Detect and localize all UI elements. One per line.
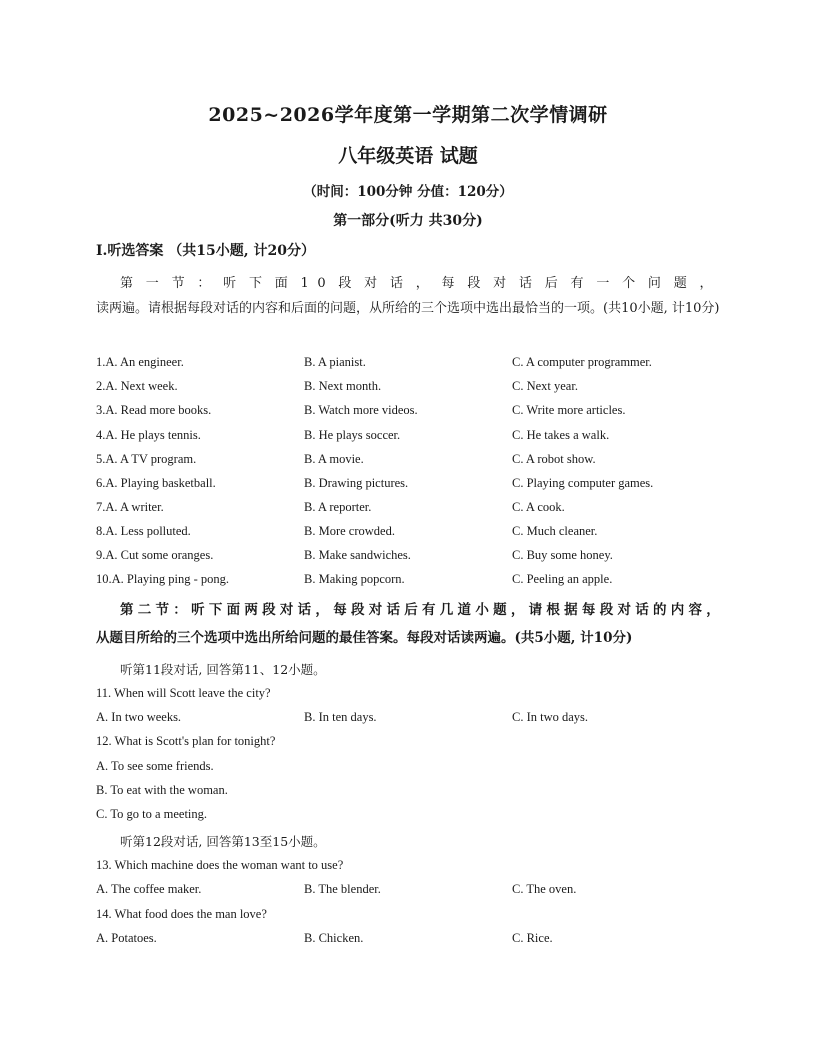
exam-title: 2025~2026学年度第一学期第二次学情调研	[208, 104, 608, 126]
option-a: 9.A. Cut some oranges.	[96, 548, 214, 562]
option-c: C. A cook.	[512, 500, 565, 514]
option-c: C. Rice.	[512, 931, 553, 945]
question-row	[96, 524, 736, 544]
question-row	[96, 379, 736, 399]
option-c: C. The oven.	[512, 882, 577, 896]
exam-info: （时间：100分钟 分值：120分）	[303, 184, 513, 200]
question-row	[96, 500, 736, 520]
option-c: C. He takes a walk.	[512, 428, 610, 442]
dialog-note: 听第11段对话, 回答第11、12小题。	[120, 662, 326, 677]
question-row	[96, 452, 736, 472]
option-a: 1.A. An engineer.	[96, 355, 184, 369]
option-a: 10.A. Playing ping - pong.	[96, 572, 229, 586]
option-a: 6.A. Playing basketball.	[96, 476, 216, 490]
question-row	[96, 572, 736, 592]
option-b: B. The blender.	[304, 882, 381, 896]
part1-instructions	[96, 271, 721, 321]
part2-instructions-rest: 从题目所给的三个选项中选出所给问题的最佳答案。每段对话读两遍。(共5小题, 计10分)	[96, 630, 633, 646]
question-stem: 11. When will Scott leave the city?	[96, 686, 271, 700]
part-heading: 第一部分(听力 共30分)	[333, 213, 483, 229]
question-row	[96, 428, 736, 448]
part2-instructions-line1: 第二节：听下面两段对话，每段对话后有几道小题，请根据每段对话的内容，	[120, 602, 721, 618]
option-b: B. A pianist.	[304, 355, 366, 369]
question-row	[96, 931, 736, 951]
option-a: 8.A. Less polluted.	[96, 524, 191, 538]
question-stem: 14. What food does the man love?	[96, 907, 267, 921]
option-a: A. Potatoes.	[96, 931, 157, 945]
option-b: B. More crowded.	[304, 524, 395, 538]
option-c: C. A computer programmer.	[512, 355, 652, 369]
option-a: 7.A. A writer.	[96, 500, 164, 514]
part2-instructions	[96, 596, 721, 652]
section-heading: Ⅰ.听选答案 （共15小题, 计20分）	[96, 243, 316, 259]
question-row	[96, 476, 736, 496]
option-c: C. Peeling an apple.	[512, 572, 613, 586]
option-b: B. To eat with the woman.	[96, 783, 228, 797]
option-b: B. Watch more videos.	[304, 403, 418, 417]
option-c: C. A robot show.	[512, 452, 596, 466]
option-a: 2.A. Next week.	[96, 379, 178, 393]
option-b: B. Making popcorn.	[304, 572, 405, 586]
option-b: B. A reporter.	[304, 500, 372, 514]
option-b: B. Drawing pictures.	[304, 476, 409, 490]
option-a: 4.A. He plays tennis.	[96, 428, 201, 442]
exam-subtitle: 八年级英语 试题	[338, 145, 478, 167]
option-a: A. To see some friends.	[96, 759, 214, 773]
option-c: C. Next year.	[512, 379, 578, 393]
option-a: 5.A. A TV program.	[96, 452, 197, 466]
question-row	[96, 548, 736, 568]
option-b: B. He plays soccer.	[304, 428, 401, 442]
question-stem: 12. What is Scott's plan for tonight?	[96, 734, 276, 748]
question-row	[96, 710, 736, 730]
question-stem: 13. Which machine does the woman want to use?	[96, 858, 344, 872]
question-row	[96, 882, 736, 902]
option-c: C. To go to a meeting.	[96, 807, 208, 821]
option-c: C. Much cleaner.	[512, 524, 598, 538]
option-b: B. A movie.	[304, 452, 364, 466]
option-c: C. In two days.	[512, 710, 589, 724]
option-a: 3.A. Read more books.	[96, 403, 212, 417]
option-b: B. Make sandwiches.	[304, 548, 411, 562]
question-row	[96, 403, 736, 423]
option-c: C. Buy some honey.	[512, 548, 613, 562]
part1-instructions-rest: 读两遍。请根据每段对话的内容和后面的问题，从所给的三个选项中选出最恰当的一项。(共10小题, 计10分)	[96, 301, 720, 316]
option-a: A. The coffee maker.	[96, 882, 202, 896]
part1-instructions-line1: 第一节：听下面10段对话，每段对话后有一个问题，	[120, 276, 721, 291]
dialog-note: 听第12段对话, 回答第13至15小题。	[120, 834, 326, 849]
option-c: C. Playing computer games.	[512, 476, 654, 490]
option-b: B. Chicken.	[304, 931, 364, 945]
option-a: A. In two weeks.	[96, 710, 182, 724]
option-b: B. In ten days.	[304, 710, 377, 724]
question-row	[96, 355, 736, 375]
option-b: B. Next month.	[304, 379, 382, 393]
option-c: C. Write more articles.	[512, 403, 626, 417]
